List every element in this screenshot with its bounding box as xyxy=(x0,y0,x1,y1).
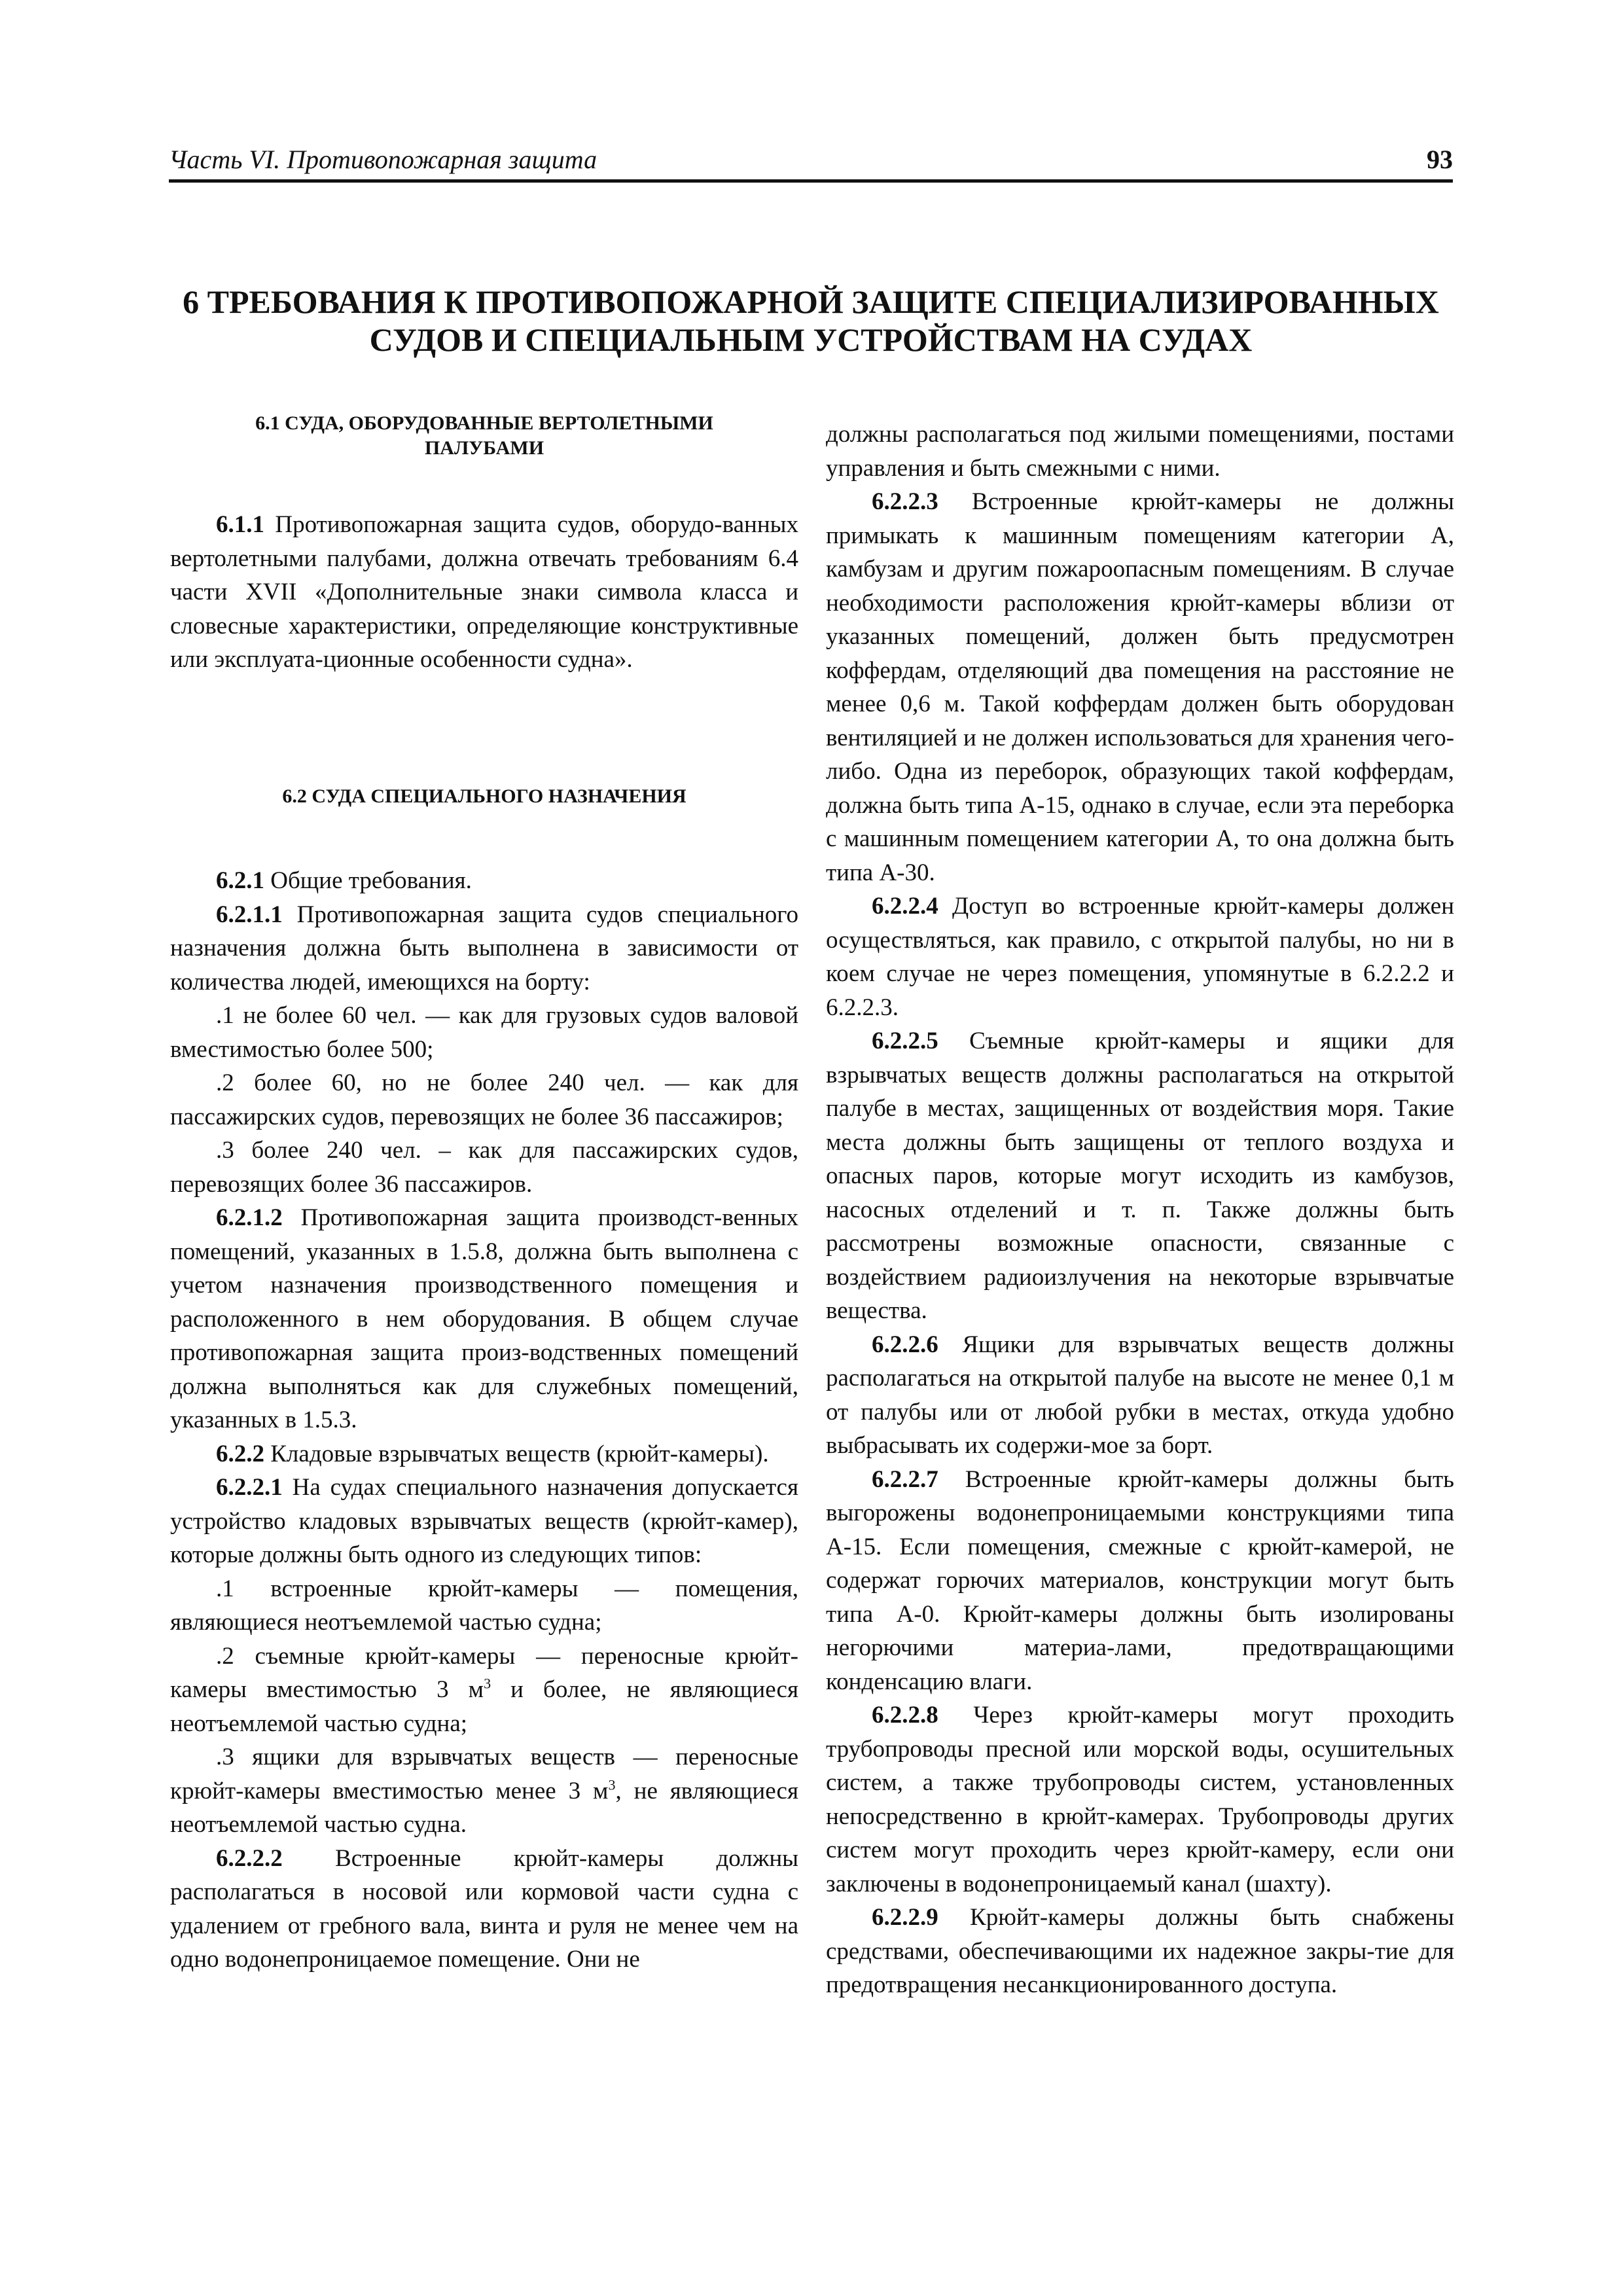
type-item-1: .1 встроенные крюйт-камеры — помещения, являющиеся неотъемлемой частью судна; xyxy=(170,1575,798,1636)
list-item-2: .2 более 60, но не более 240 чел. — как для пассажирских судов, перевозящих не более 36 пассажиров; xyxy=(170,1069,798,1130)
paragraph-6-2-2-8: 6.2.2.8 Через крюйт-камеры могут проходить трубопроводы пресной или морской воды, осушительных систем, а также трубопроводы систем, установленных непосредственно в крюйт-камерах. Трубопроводы других систем могут проходить через крюйт-камеру, если они заключены в водонепроницаемый канал (шахту). xyxy=(826,1702,1454,1897)
paragraph-6-2-2-2: 6.2.2.2 Встроенные крюйт-камеры должны располагаться в носовой или кормовой части судна с удалением от гребного вала, винта и руля не менее чем на одно водонепроницаемое помещение. Они не xyxy=(170,1844,798,1973)
paragraph-6-2-1-2: 6.2.1.2 Противопожарная защита производст-венных помещений, указанных в 1.5.8, должна быть выполнена с учетом назначения производственного помещения и расположенного в нем оборудования. В общем случае противопожарная защита произ-водственных помещений должна выполняться как для служебных помещений, указанных в 1.5.3. xyxy=(170,1204,798,1433)
running-title: Часть VI. Противопожарная защита xyxy=(169,145,597,174)
paragraph-6-2-2-1: 6.2.2.1 На судах специального назначения допускается устройство кладовых взрывчатых веществ (крюйт-камер), которые должны быть одного из следующих типов: xyxy=(170,1474,798,1568)
paragraph-6-2-2-7: 6.2.2.7 Встроенные крюйт-камеры должны быть выгорожены водонепроницаемыми конструкциями типа А-15. Если помещения, смежные с крюйт-камерой, не содержат горючих материалов, конструкции могут быть типа А-0. Крюйт-камеры должны быть изолированы негорючими материа-лами, предотвращающими конденсацию влаги. xyxy=(826,1465,1454,1695)
paragraph-6-2-2-6: 6.2.2.6 Ящики для взрывчатых веществ должны располагаться на открытой палубе на высоте не менее 0,1 м от палубы или от любой рубки в местах, откуда удобно выбрасывать их содержи-мое за борт. xyxy=(826,1331,1454,1459)
type-item-2: .2 съемные крюйт-камеры — переносные крюйт-камеры вместимостью 3 $м^3$ и более, не являющиеся неотъемлемой частью судна; xyxy=(170,1642,798,1737)
list-item-3: .3 более 240 чел. – как для пассажирских судов, перевозящих более 36 пассажиров. xyxy=(170,1137,798,1198)
paragraph-6-2-2: 6.2.2 Кладовые взрывчатых веществ (крюйт-камеры). xyxy=(216,1440,769,1467)
paragraph-6-2-2-9: 6.2.2.9 Крюйт-камеры должны быть снабжены средствами, обеспечивающими их надежное закры-тие для предотвращения несанкционированного доступа. xyxy=(826,1904,1454,1998)
paragraph-6-2-2-4: 6.2.2.4 Доступ во встроенные крюйт-камеры должен осуществляться, как правило, с открытой палубы, но ни в коем случае не через помещения, упомянутые в 6.2.2.2 и 6.2.2.3. xyxy=(826,893,1454,1021)
paragraph-6-1-1: 6.1.1 Противопожарная защита судов, оборудо-ванных вертолетными палубами, должна отвечать требованиям 6.4 части XVII «Дополнительные знаки символа класса и словесные характеристики, определяющие конструктивные или эксплуата-ционные особенности судна». xyxy=(170,511,798,673)
paragraph-6-2-2-3: 6.2.2.3 Встроенные крюйт-камеры не должны примыкать к машинным помещениям категории А, камбузам и другим пожароопасным помещениям. В случае необходимости расположения крюйт-камеры вблизи от указанных помещений, должен быть предусмотрен коффердам, отделяющий два помещения на расстояние не менее 0,6 м. Такой коффердам должен быть оборудован вентиляцией и не должен использоваться для хранения чего-либо. Одна из переборок, образующих такой коффердам, должна быть типа А-15, однако в случае, если эта переборка с машинным помещением категории А, то она должна быть типа А-30. xyxy=(826,488,1455,886)
type-item-3: .3 ящики для взрывчатых веществ — переносные крюйт-камеры вместимостью менее 3 $м^3$, не являющиеся неотъемлемой частью судна. xyxy=(170,1744,798,1838)
paragraph-6-2-1: 6.2.1 Общие требования. xyxy=(216,867,472,894)
page-number: 93 xyxy=(1427,145,1453,174)
chapter-title-line-1: 6 ТРЕБОВАНИЯ К ПРОТИВОПОЖАРНОЙ ЗАЩИТЕ СПЕЦИАЛИЗИРОВАННЫХ xyxy=(183,283,1439,320)
chapter-title xyxy=(169,283,1453,359)
running-header xyxy=(169,143,1453,183)
paragraph-6-2-2-5: 6.2.2.5 Съемные крюйт-камеры и ящики для взрывчатых веществ должны располагаться на открытой палубе в местах, защищенных от воздействия моря. Такие места должны быть защищены от теплого воздуха и опасных паров, которые могут исходить из камбузов, насосных отделений и т. п. Также должны быть рассмотрены возможные опасности, связанные с воздействием радиоизлучения на некоторые взрывчатые вещества. xyxy=(826,1028,1454,1324)
section-heading-6-1: 6.1 СУДА, ОБОРУДОВАННЫЕ ВЕРТОЛЕТНЫМИ ПАЛУБАМИ xyxy=(255,412,713,459)
paragraph-continuation: должны располагаться под жилыми помещениями, постами управления и быть смежными с ними. xyxy=(826,421,1454,482)
list-item-1: .1 не более 60 чел. — как для грузовых судов валовой вместимостью более 500; xyxy=(170,1002,798,1063)
paragraph-6-2-1-1: 6.2.1.1 Противопожарная защита судов специального назначения должна быть выполнена в зависимости от количества людей, имеющихся на борту: xyxy=(170,901,798,996)
section-heading-6-2: 6.2 СУДА СПЕЦИАЛЬНОГО НАЗНАЧЕНИЯ xyxy=(282,785,687,807)
chapter-title-line-2: СУДОВ И СПЕЦИАЛЬНЫМ УСТРОЙСТВАМ НА СУДАХ xyxy=(369,321,1253,358)
